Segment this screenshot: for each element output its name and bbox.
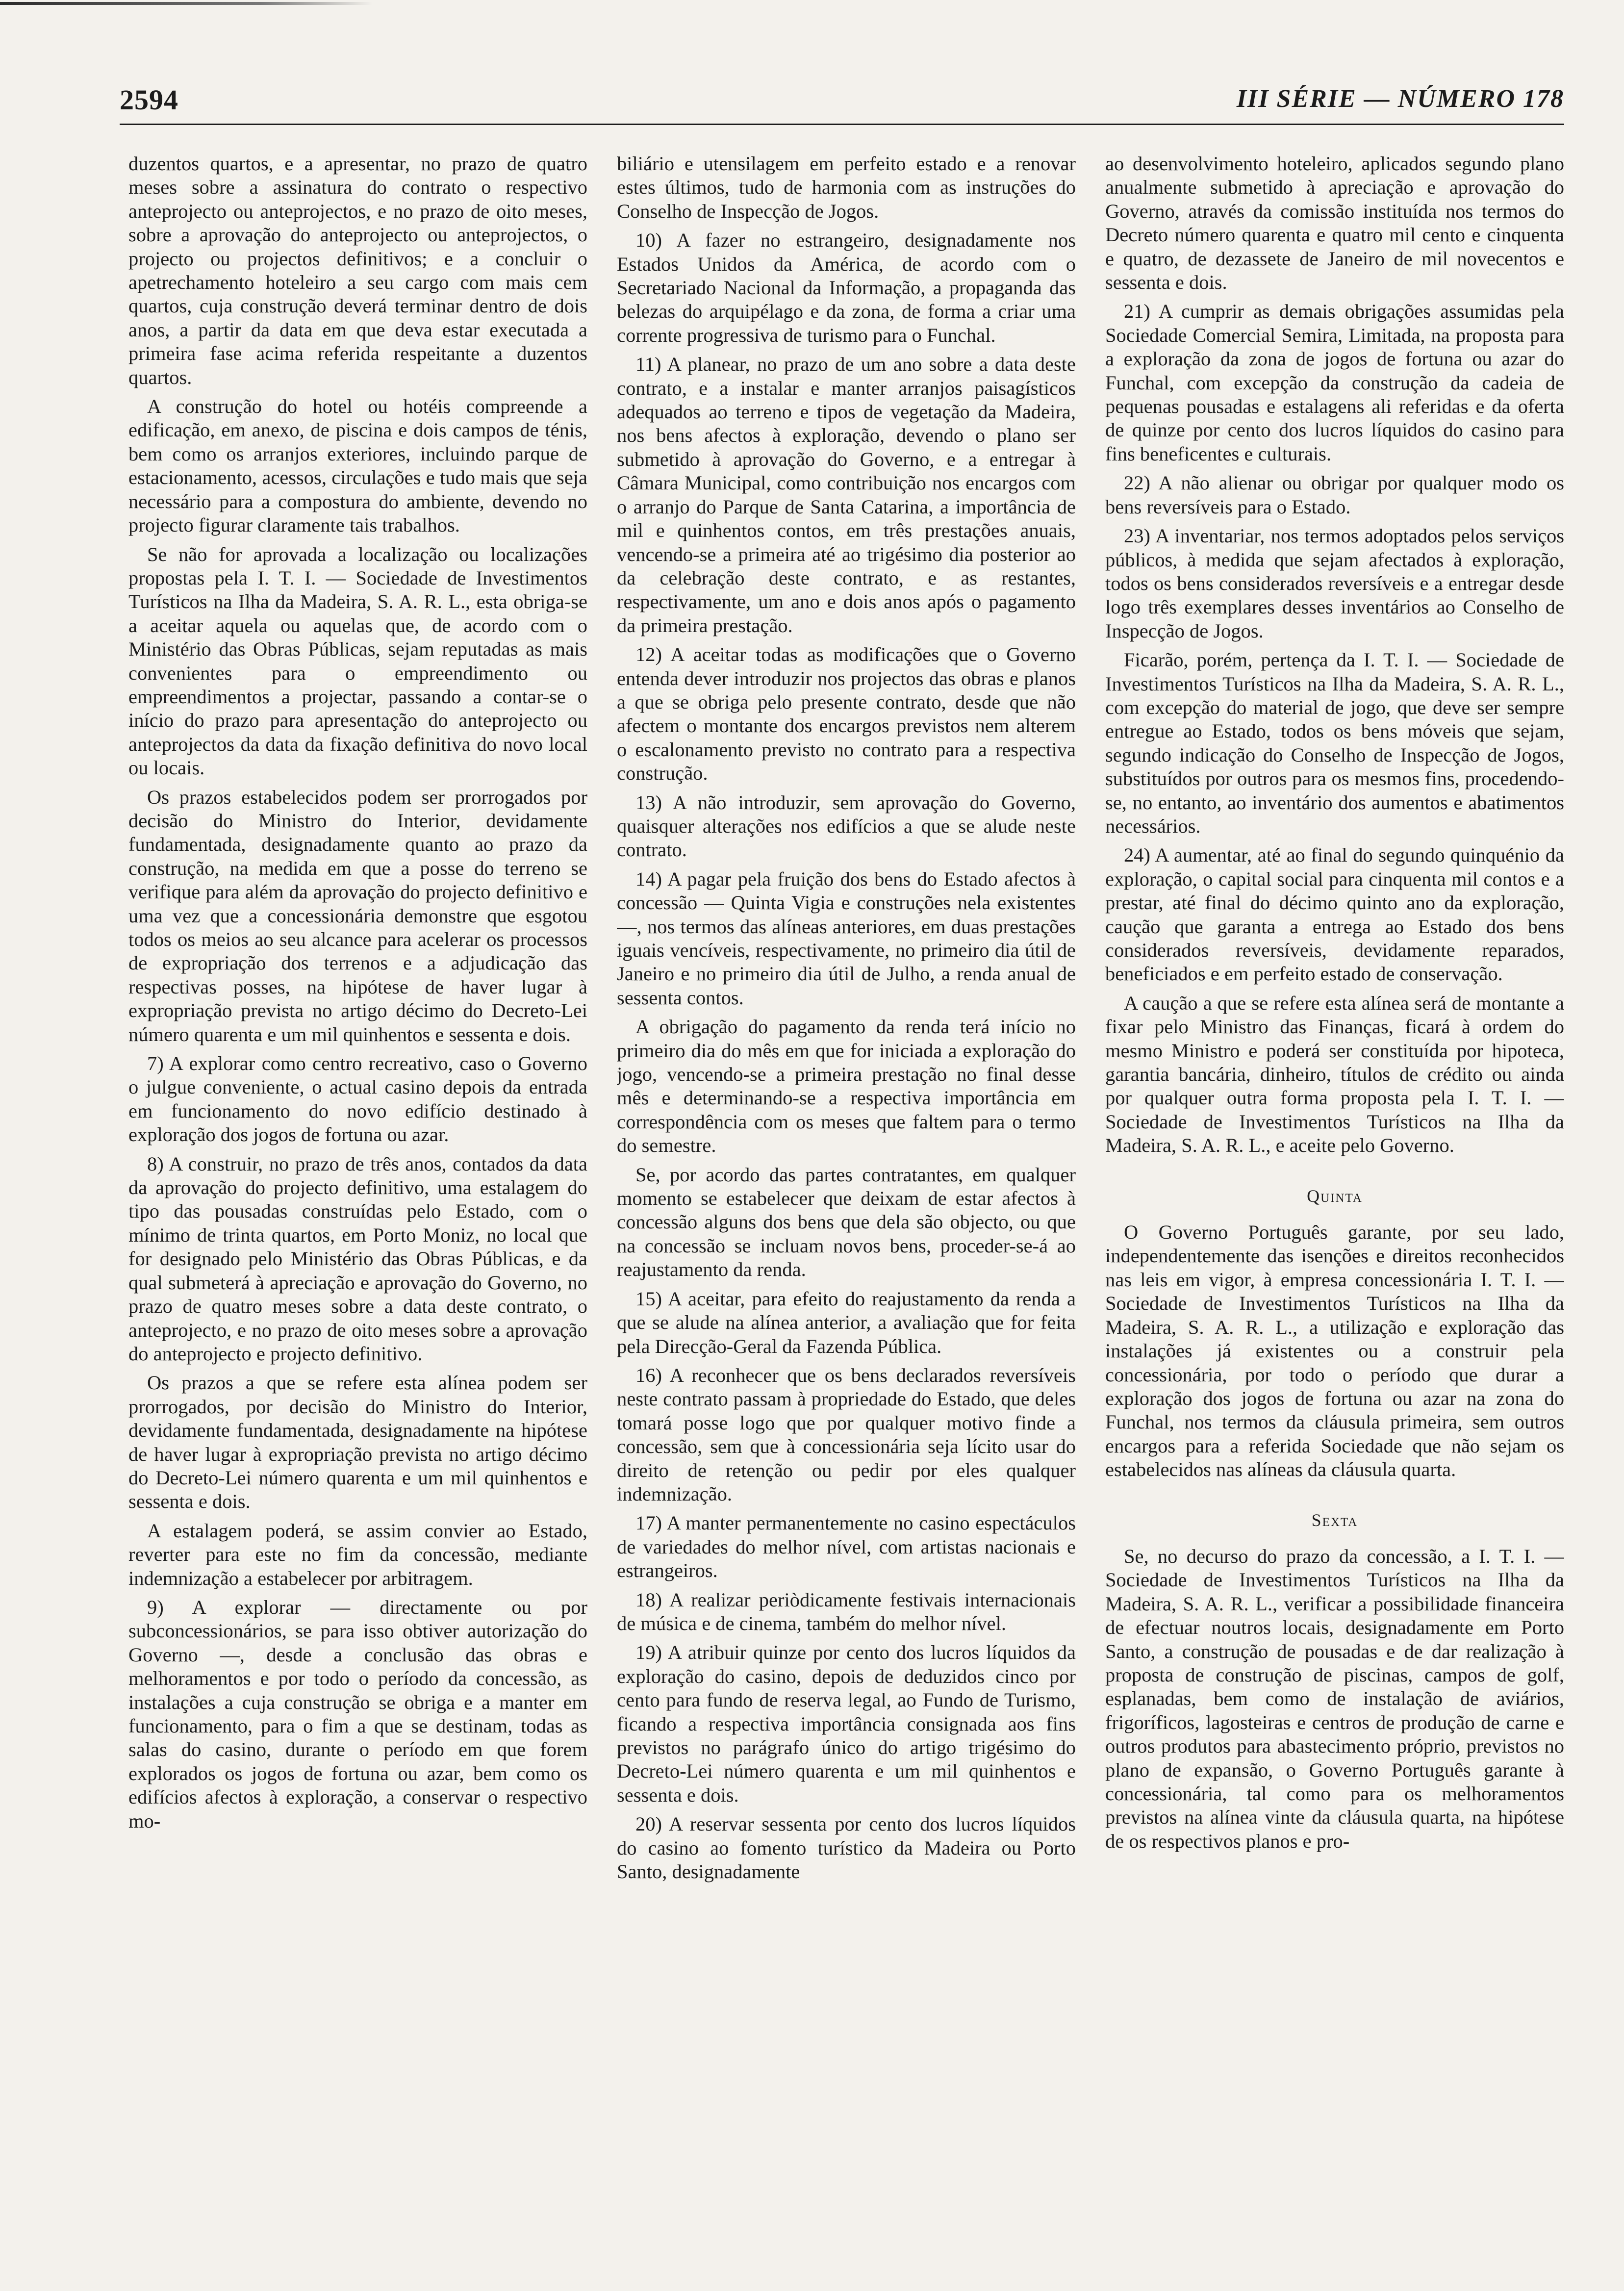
paragraph: O Governo Português garante, por seu lado, independentemente das isenções e direitos reconhecidos nas leis em vigor, à empresa concessionária I. T. I. — Sociedade de Investimentos Turísticos na Ilha da Madeira, S. A. R. L., a utilização e exploração das instalações já existentes ou a construir pela concessionária, por todo o período que durar a exploração dos jogos de fortuna ou azar na zona do Funchal, nos termos da cláusula primeira, sem outros encargos para a referida Sociedade que não sejam os estabelecidos nas alíneas da cláusula quarta.: [1105, 1221, 1564, 1481]
paragraph: Se, por acordo das partes contratantes, em qualquer momento se estabelecer que deixam de estar afectos à concessão alguns dos bens que dela são objecto, ou que na concessão se incluam novos bens, proceder-se-á ao reajustamento da renda.: [617, 1163, 1076, 1281]
clause-heading: Sexta: [1311, 1510, 1358, 1530]
paragraph: 14) A pagar pela fruição dos bens do Estado afectos à concessão — Quinta Vigia e construções nela existentes —, nos termos das alíneas anteriores, em duas prestações iguais vencíveis, respectivamente, no primeiro dia útil de Janeiro e no primeiro dia útil de Julho, a renda anual de sessenta contos.: [617, 867, 1076, 1009]
continued-paragraph: ao desenvolvimento hoteleiro, aplicados segundo plano anualmente submetido à apreciação e aprovação do Governo, através da comissão instituída nos termos do Decreto número quarenta e quatro mil cento e cinquenta e quatro, de dezassete de Janeiro de mil novecentos e sessenta e dois.: [1105, 153, 1564, 294]
paragraph: Se, no decurso do prazo da concessão, a I. T. I. — Sociedade de Investimentos Turísticos na Ilha da Madeira, S. A. R. L., verificar a possibilidade financeira de efectuar noutros locais, designadamente em Porto Santo, a construção de pousadas e de dar realização à proposta de construção de piscinas, campos de golf, esplanadas, bem como de instalação de aviários, frigoríficos, lagosteiras e centros de produção de carne e outros produtos para abastecimento próprio, previstos no plano de expansão, o Governo Português garante à concessionária, tal como para os melhoramentos previstos na alínea vinte da cláusula quarta, na hipótese de os respectivos planos e pro-: [1105, 1545, 1564, 1852]
paragraph: 18) A realizar periòdicamente festivais internacionais de música e de cinema, também do melhor nível.: [617, 1588, 1076, 1634]
paragraph: 17) A manter permanentemente no casino espectáculos de variedades do melhor nível, com artistas nacionais e estrangeiros.: [617, 1512, 1076, 1582]
column-left: [128, 152, 587, 2236]
paragraph: Os prazos estabelecidos podem ser prorrogados por decisão do Ministro do Interior, devidamente fundamentada, designadamente quanto ao prazo da construção, na medida em que a posse do terreno se verifique para além da aprovação do projecto definitivo e uma vez que a concessionária demonstre que esgotou todos os meios ao seu alcance para acelerar os processos de expropriação dos terrenos e a adjudicação das respectivas posses, na hipótese de haver lugar à expropriação prevista no artigo décimo do Decreto-Lei número quarenta e um mil quinhentos e sessenta e dois.: [128, 786, 587, 1045]
paragraph: 8) A construir, no prazo de três anos, contados da data da aprovação do projecto definitivo, uma estalagem do tipo das pousadas construídas pelo Estado, com o mínimo de trinta quartos, em Porto Moniz, no local que for designado pelo Ministério das Obras Públicas, e da qual submeterá à apreciação e aprovação do Governo, no prazo de quatro meses sobre a data deste contrato, o anteprojecto, e no prazo de oito meses sobre a aprovação do anteprojecto e projecto definitivo.: [128, 1152, 587, 1365]
continued-paragraph: duzentos quartos, e a apresentar, no prazo de quatro meses sobre a assinatura do contrato o respectivo anteprojecto ou anteprojectos, e no prazo de oito meses, sobre a aprovação do anteprojecto ou anteprojectos, o projecto ou projectos definitivos; e a concluir o apetrechamento hoteleiro a seu cargo com mais cem quartos, cuja construção deverá terminar dentro de dois anos, a partir da data em que deva estar executada a primeira fase acima referida respeitante a duzentos quartos.: [128, 153, 587, 388]
paragraph: 22) A não alienar ou obrigar por qualquer modo os bens reversíveis para o Estado.: [1105, 472, 1564, 518]
paragraph: 12) A aceitar todas as modificações que o Governo entenda dever introduzir nos projectos das obras e planos a que se obriga pelo presente contrato, desde que não afectem o montante dos encargos previstos nem alterem o escalonamento previsto no contrato para a respectiva construção.: [617, 643, 1076, 785]
paragraph: 19) A atribuir quinze por cento dos lucros líquidos da exploração do casino, depois de deduzidos cinco por cento para fundo de reserva legal, ao Fundo de Turismo, ficando a respectiva importância consignada aos fins previstos no parágrafo único do artigo trigésimo do Decreto-Lei número quarenta e um mil quinhentos e sessenta e dois.: [617, 1641, 1076, 1806]
clause-heading: Quinta: [1307, 1186, 1363, 1206]
page-header: [120, 83, 1564, 125]
paragraph: 9) A explorar — directamente ou por subconcessionários, se para isso obtiver autorização do Governo —, desde a conclusão das obras e melhoramentos e por todo o período da concessão, as instalações a cuja construção se obriga e a manter em funcionamento, para o fim a que se destinam, todas as salas do casino, durante o período em que forem explorados os jogos de fortuna ou azar, bem como os edifícios afectos à exploração, a conservar o respectivo mo-: [128, 1596, 587, 1832]
paragraph: Se não for aprovada a localização ou localizações propostas pela I. T. I. — Sociedade de Investimentos Turísticos na Ilha da Madeira, S. A. R. L., esta obriga-se a aceitar aquela ou aquelas que, de acordo com o Ministério das Obras Públicas, sejam reputadas as mais convenientes para o empreendimento ou empreendimentos a projectar, passando a contar-se o início do prazo para apresentação do anteprojecto ou anteprojectos da data da fixação definitiva do novo local ou locais.: [128, 543, 587, 779]
paragraph: 15) A aceitar, para efeito do reajustamento da renda a que se alude na alínea anterior, a avaliação que for feita pela Direcção-Geral da Fazenda Pública.: [617, 1287, 1076, 1357]
page-edge-rule: [0, 2, 373, 5]
series-title: III SÉRIE — NÚMERO 178: [1236, 85, 1564, 113]
page-number: 2594: [120, 84, 178, 116]
paragraph: 11) A planear, no prazo de um ano sobre a data deste contrato, e a instalar e manter arranjos paisagísticos adequados ao terreno e tipos de vegetação da Madeira, nos bens afectos à exploração, devendo o plano ser submetido à aprovação do Governo, e a entregar à Câmara Municipal, como contribuição nos encargos com o arranjo do Parque de Santa Catarina, a importância de mil e quinhentos contos, em três prestações anuais, vencendo-se a primeira até ao trigésimo dia posterior ao da celebração deste contrato, e as restantes, respectivamente, um ano e dois anos após o pagamento da primeira prestação.: [617, 353, 1076, 636]
paragraph: 20) A reservar sessenta por cento dos lucros líquidos do casino ao fomento turístico da Madeira ou Porto Santo, designadamente: [617, 1813, 1076, 1883]
paragraph: A obrigação do pagamento da renda terá início no primeiro dia do mês em que for iniciada a exploração do jogo, vencendo-se a primeira prestação no final desse mês e determinando-se a respectiva importância em correspondência com os meses que faltem para o termo do semestre.: [617, 1016, 1076, 1157]
column-middle: [617, 152, 1076, 2236]
paragraph: 13) A não introduzir, sem aprovação do Governo, quaisquer alterações nos edifícios a que se alude neste contrato.: [617, 791, 1076, 861]
header-rule: [120, 124, 1564, 125]
continued-paragraph: biliário e utensilagem em perfeito estado e a renovar estes últimos, tudo de harmonia com as instruções do Conselho de Inspecção de Jogos.: [617, 153, 1076, 222]
paragraph: 21) A cumprir as demais obrigações assumidas pela Sociedade Comercial Semira, Limitada, na proposta para a exploração da zona de jogos de fortuna ou azar do Funchal, com excepção da construção da cadeia de pequenas pousadas e estalagens ali referidas e da oferta de quinze por cento dos lucros líquidos do casino para fins beneficentes e culturais.: [1105, 300, 1564, 465]
paragraph: Os prazos a que se refere esta alínea podem ser prorrogados, por decisão do Ministro do Interior, devidamente fundamentada, designadamente na hipótese de haver lugar à expropriação prevista no artigo décimo do Decreto-Lei número quarenta e um mil quinhentos e sessenta e dois.: [128, 1372, 587, 1513]
paragraph: 16) A reconhecer que os bens declarados reversíveis neste contrato passam à propriedade do Estado, que deles tomará posse logo que por qualquer motivo finde a concessão, sem que à concessionária seja lícito usar do direito de retenção ou pedir por eles qualquer indemnização.: [617, 1364, 1076, 1505]
paragraph: A construção do hotel ou hotéis compreende a edificação, em anexo, de piscina e dois campos de ténis, bem como os arranjos exteriores, incluindo parque de estacionamento, acessos, circulações e tudo mais que seja necessário para a compostura do ambiente, devendo no projecto figurar claramente tais trabalhos.: [128, 395, 587, 536]
paragraph: 24) A aumentar, até ao final do segundo quinquénio da exploração, o capital social para cinquenta mil contos e a prestar, até final do décimo quinto ano da exploração, caução que garanta a entrega ao Estado dos bens considerados reversíveis, devidamente reparados, beneficiados e em perfeito estado de conservação.: [1105, 844, 1564, 985]
column-right: [1105, 152, 1564, 2236]
paragraph: A estalagem poderá, se assim convier ao Estado, reverter para este no fim da concessão, mediante indemnização a estabelecer por arbitragem.: [128, 1519, 587, 1589]
paragraph: 23) A inventariar, nos termos adoptados pelos serviços públicos, à medida que sejam afectados à exploração, todos os bens considerados reversíveis e a entregar desde logo três exemplares desses inventários ao Conselho de Inspecção de Jogos.: [1105, 525, 1564, 642]
text-columns: [128, 152, 1564, 2236]
paragraph: 10) A fazer no estrangeiro, designadamente nos Estados Unidos da América, de acordo com o Secretariado Nacional da Informação, a propaganda das belezas do arquipélago e da zona, de forma a criar uma corrente progressiva de turismo para o Funchal.: [617, 229, 1076, 346]
paragraph: 7) A explorar como centro recreativo, caso o Governo o julgue conveniente, o actual casino depois da entrada em funcionamento do novo edifício destinado à exploração dos jogos de fortuna ou azar.: [128, 1052, 587, 1146]
paragraph: A caução a que se refere esta alínea será de montante a fixar pelo Ministro das Finanças, ficará à ordem do mesmo Ministro e poderá ser constituída por hipoteca, garantia bancária, dinheiro, títulos de crédito ou ainda por qualquer outra forma proposta pela I. T. I. — Sociedade de Investimentos Turísticos na Ilha da Madeira, S. A. R. L., e aceite pelo Governo.: [1105, 992, 1564, 1157]
paragraph: Ficarão, porém, pertença da I. T. I. — Sociedade de Investimentos Turísticos na Ilha da Madeira, S. A. R. L., com excepção do material de jogo, que deve ser sempre entregue ao Estado, todos os bens móveis que sejam, segundo indicação do Conselho de Inspecção de Jogos, substituídos por outros para os mesmos fins, procedendo-se, no entanto, ao inventário dos aumentos e abatimentos necessários.: [1105, 649, 1564, 837]
